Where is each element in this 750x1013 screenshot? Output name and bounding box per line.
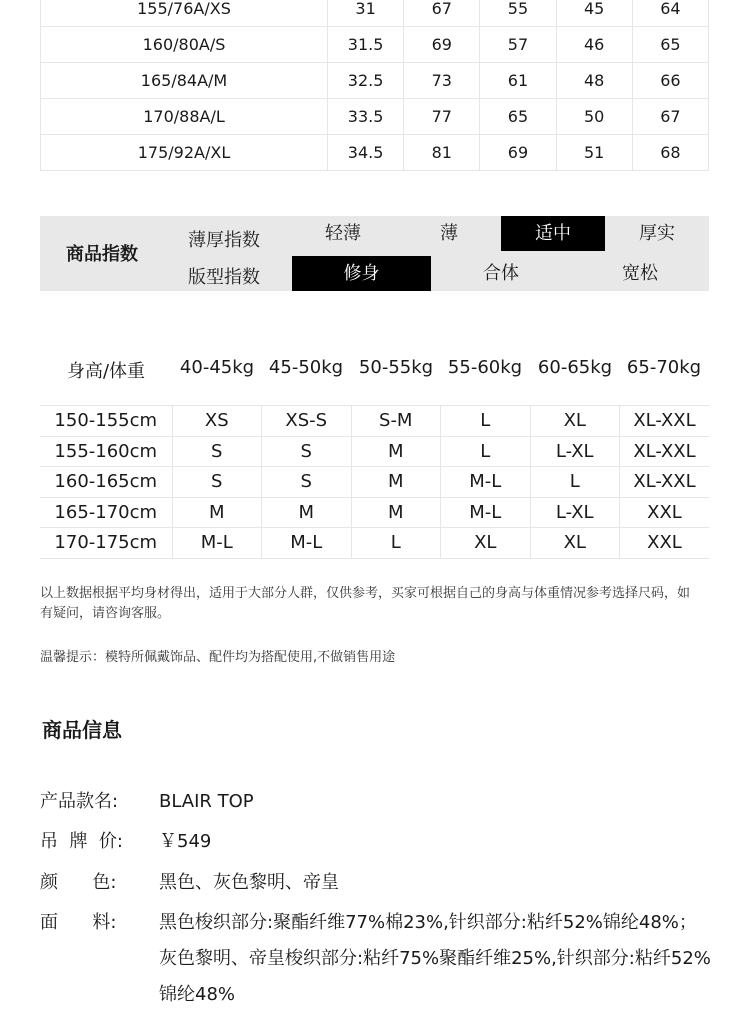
size-cell: 175/92A/XL [41,135,328,171]
recommended-size-cell: L [441,436,531,467]
fit-index-label: 版型指数 [188,267,260,288]
measurement-cell: 31.5 [328,27,404,63]
measurement-cell: 50 [556,99,632,135]
recommended-size-cell: XL [441,528,531,559]
height-cell: 150-155cm [40,406,172,437]
table-row [40,467,709,498]
recommended-size-cell: XL-XXL [620,406,710,437]
measurement-cell: 69 [404,27,480,63]
weight-header-cell: 45-50kg [268,357,344,378]
size-cell: 165/84A/M [41,63,328,99]
weight-header-cell: 50-55kg [358,357,434,378]
size-cell: 170/88A/L [41,99,328,135]
fit-option-regular: 合体 [483,263,519,284]
recommended-size-cell: XL-XXL [620,436,710,467]
measurement-cell: 66 [632,63,708,99]
height-weight-size-table [40,405,709,559]
recommended-size-cell: L-XL [530,436,620,467]
height-weight-header [40,350,709,386]
recommended-size-cell: M-L [441,467,531,498]
recommended-size-cell: S [172,467,262,498]
recommended-size-cell: M-L [172,528,262,559]
measurement-cell: 65 [632,27,708,63]
measurement-cell: 61 [480,63,556,99]
measurement-cell: 73 [404,63,480,99]
thickness-option-medium-selected: 适中 [501,216,605,251]
recommended-size-cell: L [441,406,531,437]
measurement-cell: 67 [632,99,708,135]
height-weight-corner-label: 身高/体重 [66,361,146,382]
recommended-size-cell: XL [530,528,620,559]
thickness-option-light-thin: 轻薄 [325,223,361,244]
product-index-title: 商品指数 [66,244,138,265]
table-row [40,497,709,528]
measurement-cell: 64 [632,0,708,27]
info-label: 吊 牌 价: [40,831,123,852]
recommended-size-cell: L [530,467,620,498]
weight-header-cell: 65-70kg [626,357,702,378]
recommended-size-cell: M-L [441,497,531,528]
recommended-size-cell: XS [172,406,262,437]
measurement-cell: 46 [556,27,632,63]
info-label: 产品款名: [40,791,119,812]
table-row [40,528,709,559]
recommended-size-cell: M [262,497,352,528]
info-value: 黑色梭织部分:聚酯纤维77%棉23%,针织部分:粘纤52%锦纶48%；灰色黎明、帝皇梭织部分:粘纤75%聚酯纤维25%,针织部分:粘纤52%锦纶48% [159,912,711,1005]
height-cell: 160-165cm [40,467,172,498]
measurement-cell: 57 [480,27,556,63]
recommended-size-cell: XXL [620,528,710,559]
measurement-cell: 77 [404,99,480,135]
recommended-size-cell: M-L [262,528,352,559]
thickness-option-thick: 厚实 [639,223,675,244]
product-info-title: 商品信息 [42,718,122,742]
recommended-size-cell: XL [530,406,620,437]
table-row [41,135,709,171]
table-row [41,63,709,99]
size-cell: 155/76A/XS [41,0,328,27]
measurement-cell: 48 [556,63,632,99]
measurement-cell: 67 [404,0,480,27]
weight-header-cell: 40-45kg [179,357,255,378]
weight-header-cell: 60-65kg [537,357,613,378]
measurement-cell: 34.5 [328,135,404,171]
recommended-size-cell: XL-XXL [620,467,710,498]
size-disclaimer-note: 以上数据根据平均身材得出，适用于大部分人群，仅供参考，买家可根据自己的身高与体重情况参考选择尺码，如有疑问，请咨询客服。 [40,586,691,621]
recommended-size-cell: XS-S [262,406,352,437]
recommended-size-cell: S [262,467,352,498]
table-row [41,99,709,135]
info-label: 颜 色: [40,872,117,893]
table-row [40,436,709,467]
recommended-size-cell: M [351,467,441,498]
measurement-cell: 68 [632,135,708,171]
measurement-cell: 31 [328,0,404,27]
measurement-cell: 51 [556,135,632,171]
measurement-cell: 45 [556,0,632,27]
measurement-cell: 33.5 [328,99,404,135]
recommended-size-cell: L-XL [530,497,620,528]
measurement-cell: 69 [480,135,556,171]
recommended-size-cell: M [172,497,262,528]
weight-header-cell: 55-60kg [447,357,523,378]
info-label: 面 料: [40,912,117,933]
recommended-size-cell: M [351,497,441,528]
recommended-size-cell: S-M [351,406,441,437]
size-measurement-table [40,0,709,171]
size-cell: 160/80A/S [41,27,328,63]
recommended-size-cell: M [351,436,441,467]
measurement-cell: 81 [404,135,480,171]
info-value: 黑色、灰色黎明、帝皇 [159,872,339,893]
table-row [41,27,709,63]
measurement-cell: 32.5 [328,63,404,99]
model-accessory-reminder: 温馨提示：模特所佩戴饰品、配件均为搭配使用,不做销售用途 [40,650,396,665]
measurement-cell: 55 [480,0,556,27]
product-index-panel [40,216,709,291]
height-cell: 170-175cm [40,528,172,559]
height-cell: 155-160cm [40,436,172,467]
recommended-size-cell: L [351,528,441,559]
recommended-size-cell: S [172,436,262,467]
fit-option-loose: 宽松 [622,263,658,284]
table-row [40,406,709,437]
height-cell: 165-170cm [40,497,172,528]
fit-option-slim-selected: 修身 [292,256,431,291]
thickness-index-label: 薄厚指数 [188,230,260,251]
recommended-size-cell: XXL [620,497,710,528]
info-value: ￥549 [159,831,212,852]
measurement-cell: 65 [480,99,556,135]
info-value: BLAIR TOP [159,791,254,812]
recommended-size-cell: S [262,436,352,467]
table-row [41,0,709,27]
thickness-option-thin: 薄 [440,223,458,244]
